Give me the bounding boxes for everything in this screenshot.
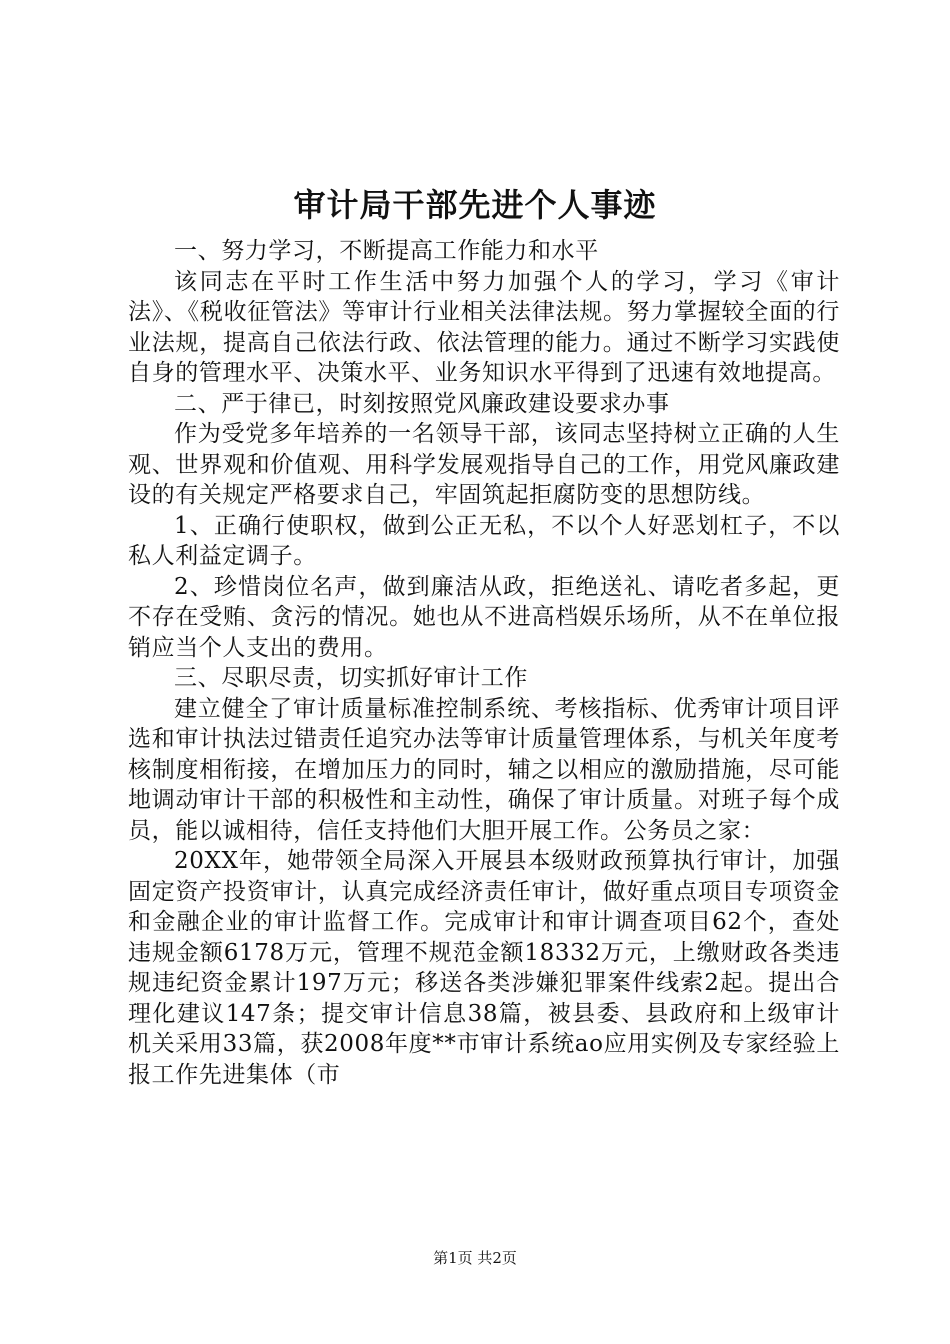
paragraph-achievements: 20XX年，她带领全局深入开展县本级财政预算执行审计，加强固定资产投资审计，认真完成经济责任审计，做好重点项目专项资金和金融企业的审计监督工作。完成审计和审计调查项目62个，查处违规金额6178万元，管理不规范金额18332万元，上缴财政各类违规违纪资金累计197万元；移送各类涉嫌犯罪案件线索2起。提出合理化建议147条；提交审计信息38篇，被县委、县政府和上级审计机关采用33篇，获2008年度**市审计系统ao应用实例及专家经验上报工作先进集体（市 [128,848,840,1088]
document-title: 审计局干部先进个人事迹 [293,186,657,224]
section-heading-2: 二、严于律已，时刻按照党风廉政建设要求办事 [174,390,670,417]
document-body [128,236,840,1090]
section-heading-3: 三、尽职尽责，切实抓好审计工作 [174,665,528,691]
paragraph-study: 该同志在平时工作生活中努力加强个人的学习，学习《审计法》、《税收征管法》等审计行业相关法律法规。努力掌握较全面的行业法规，提高自己依法行政、依法管理的能力。通过不断学习实践使自身的管理水平、决策水平、业务知识水平得到了迅速有效地提高。 [128,268,840,386]
list-item-2: 2、珍惜岗位名声，做到廉洁从政，拒绝送礼、请吃者多起，更不存在受贿、贪污的情况。她也从不进高档娱乐场所，从不在单位报销应当个人支出的费用。 [128,573,840,661]
paragraph-audit-quality: 建立健全了审计质量标准控制系统、考核指标、优秀审计项目评选和审计执法过错责任追究办法等审计质量管理体系，与机关年度考核制度相衔接，在增加压力的同时，辅之以相应的激励措施，尽可能地调动审计干部的积极性和主动性，确保了审计质量。对班子每个成员，能以诚相待，信任支持他们大胆开展工作。公务员之家： [128,695,840,844]
list-item-1: 1、正确行使职权，做到公正无私，不以个人好恶划杠子，不以私人利益定调子。 [128,512,840,569]
page-footer: 第1页 共2页 [433,1249,517,1267]
section-heading-1: 一、努力学习，不断提高工作能力和水平 [174,238,599,264]
paragraph-discipline: 作为受党多年培养的一名领导干部，该同志坚持树立正确的人生观、世界观和价值观、用科学发展观指导自己的工作，用党风廉政建设的有关规定严格要求自己，牢固筑起拒腐防变的思想防线。 [128,421,840,508]
